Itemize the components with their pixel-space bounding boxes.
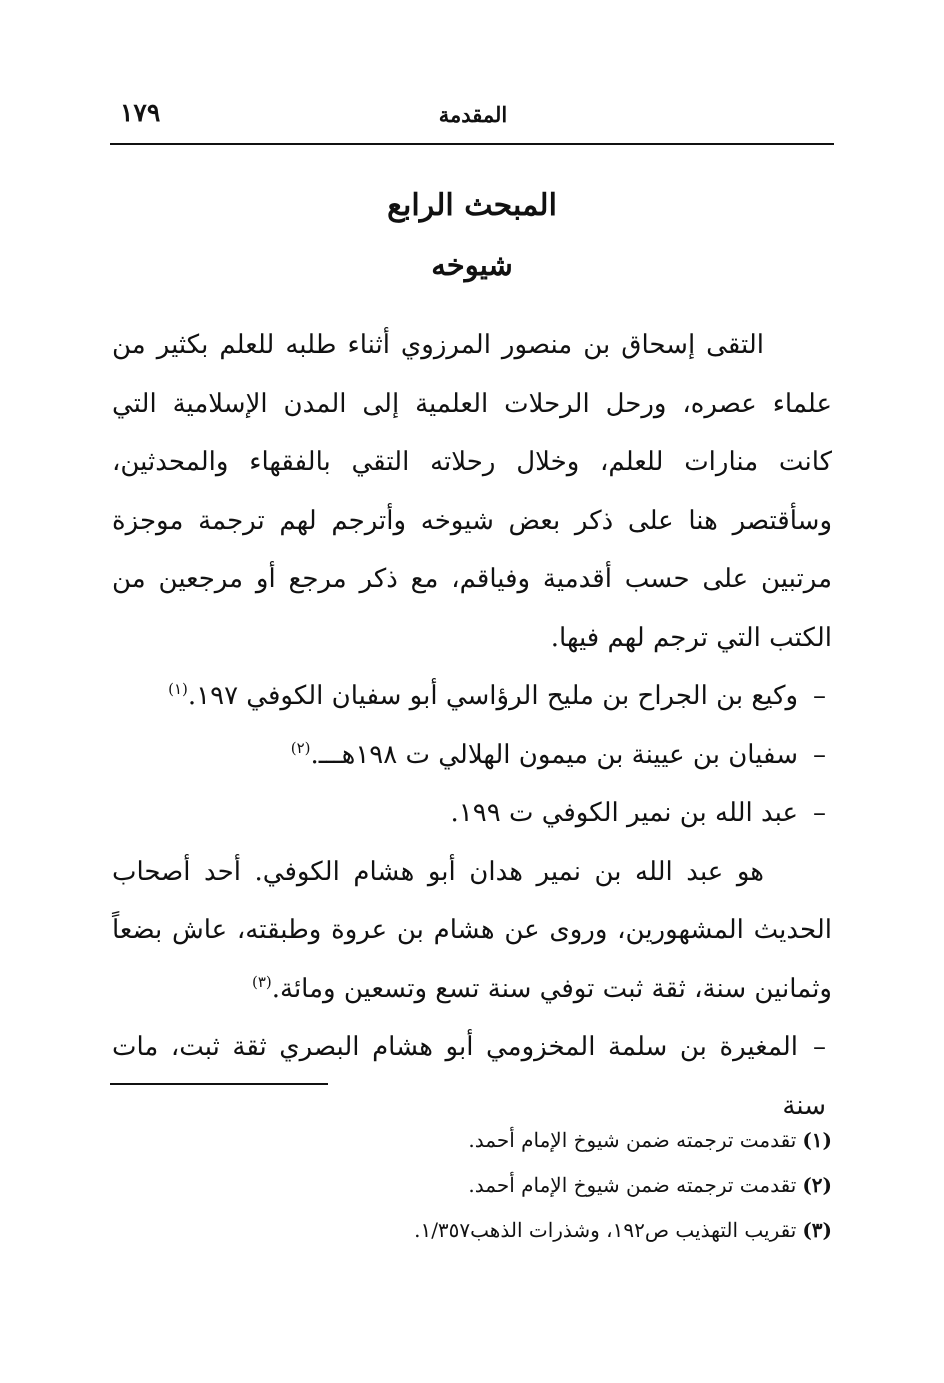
list-item-text: عبد الله بن نمير الكوفي ت ١٩٩. — [450, 798, 798, 828]
intro-paragraph: التقى إسحاق بن منصور المرزوي أثناء طلبه للعلم بكثير من علماء عصره، ورحل الرحلات العلمية إلى المدن الإسلامية التي كانت منارات للعلم، وخلال رحلاته التقي بالفقهاء والمحدثين، وسأقتصر هنا على ذكر بعض شيوخه وأترجم لهم ترجمة موجزة مرتبين على حسب أقدمية وفياقم، مع ذكر مرجع أو مرجعين من الكتب التي ترجم لهم فيها. — [112, 330, 832, 653]
page-header — [112, 98, 834, 140]
footnote-text: تقريب التهذيب ص١٩٢، وشذرات الذهب١/٣٥٧. — [414, 1218, 797, 1242]
list-dash: – — [813, 681, 826, 711]
footnote-number: (٢) — [802, 1173, 832, 1197]
list-dash: – — [813, 739, 826, 770]
footnotes — [112, 1118, 832, 1253]
header-rule — [110, 143, 834, 145]
footnote-ref: (٢) — [290, 738, 311, 757]
list-item-text: وكيع بن الجراح بن مليح الرؤاسي أبو سفيان الكوفي ١٩٧. — [187, 681, 798, 711]
list-item-abdullah — [112, 784, 832, 843]
body-text — [112, 316, 832, 1135]
footnote-1 — [112, 1118, 832, 1163]
footnote-3 — [112, 1208, 832, 1253]
bio-text: هو عبد الله بن نمير هدان أبو هشام الكوفي. أحد أصحاب الحديث المشهورين، وروى عن هشام بن عروة وطبقته، عاش بضعاً وثمانين سنة، ثقة ثبت توفي سنة تسع وتسعين ومائة. — [112, 856, 832, 1004]
page-number: ١٧٩ — [120, 98, 161, 127]
running-title: المقدمة — [438, 102, 508, 127]
list-item-sufyan — [112, 726, 832, 785]
footnote-number: (١) — [802, 1128, 832, 1152]
footnote-rule — [110, 1083, 328, 1085]
footnote-number: (٣) — [802, 1218, 832, 1242]
footnote-ref: (١) — [168, 680, 188, 698]
list-dash: – — [813, 798, 826, 828]
footnote-text: تقدمت ترجمته ضمن شيوخ الإمام أحمد. — [468, 1173, 797, 1197]
list-item-waki — [112, 667, 832, 726]
footnote-ref: (٣) — [251, 972, 272, 991]
list-dash: – — [813, 1032, 826, 1062]
list-item-text: المغيرة بن سلمة المخزومي أبو هشام البصري ثقة ثبت، مات سنة — [112, 1032, 826, 1121]
footnote-text: تقدمت ترجمته ضمن شيوخ الإمام أحمد. — [468, 1128, 797, 1152]
section-subtitle: شيوخه — [431, 248, 513, 282]
list-item-text: سفيان بن عيينة بن ميمون الهلالي ت ١٩٨هـــ. — [310, 739, 798, 770]
section-title: المبحث الرابع — [387, 188, 557, 223]
abdullah-bio-paragraph — [112, 843, 832, 1019]
footnote-2 — [112, 1163, 832, 1208]
